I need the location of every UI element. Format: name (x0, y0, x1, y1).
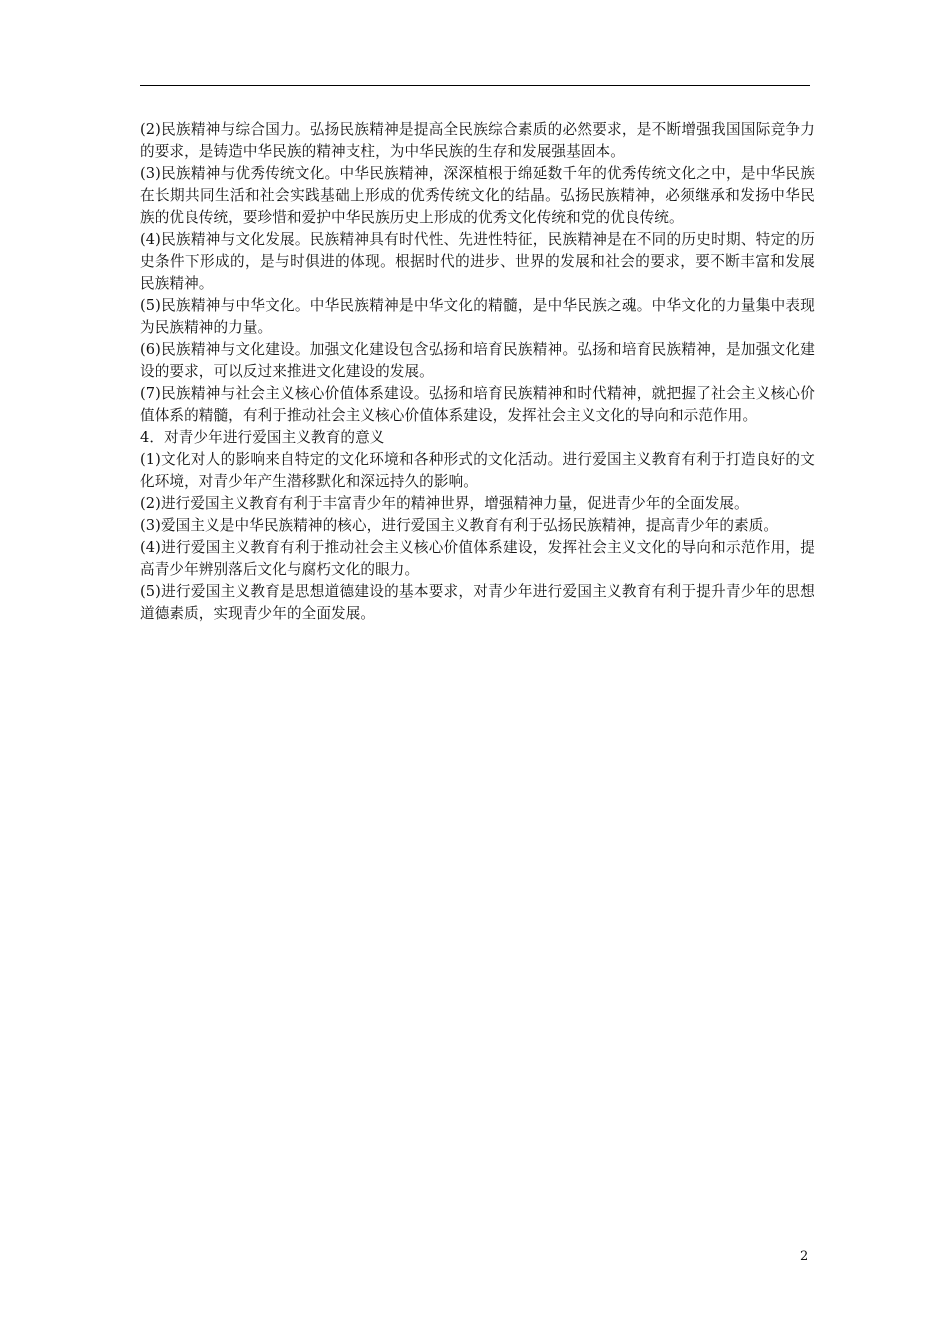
document-body (140, 119, 815, 625)
paragraph-education-environment: (1)文化对人的影响来自特定的文化环境和各种形式的文化活动。进行爱国主义教育有利于打造良好的文化环境，对青少年产生潜移默化和深远持久的影响。 (140, 451, 815, 490)
paragraph-cultural-development: (4)民族精神与文化发展。民族精神具有时代性、先进性特征，民族精神是在不同的历史时期、特定的历史条件下形成的，是与时俱进的体现。根据时代的进步、世界的发展和社会的要求，要不断丰富和发展民族精神。 (140, 231, 815, 292)
paragraph-moral-construction: (5)进行爱国主义教育是思想道德建设的基本要求，对青少年进行爱国主义教育有利于提升青少年的思想道德素质，实现青少年的全面发展。 (140, 583, 815, 622)
paragraph-cultural-construction: (6)民族精神与文化建设。加强文化建设包含弘扬和培育民族精神。弘扬和培育民族精神，是加强文化建设的要求，可以反过来推进文化建设的发展。 (140, 341, 815, 380)
paragraph-spiritual-world: (2)进行爱国主义教育有利于丰富青少年的精神世界，增强精神力量，促进青少年的全面发展。 (140, 495, 749, 512)
paragraph-core-value-system: (4)进行爱国主义教育有利于推动社会主义核心价值体系建设，发挥社会主义文化的导向和示范作用，提高青少年辨别落后文化与腐朽文化的眼力。 (140, 539, 815, 578)
page-number: 2 (800, 1249, 809, 1264)
paragraph-core-values: (7)民族精神与社会主义核心价值体系建设。弘扬和培育民族精神和时代精神，就把握了社会主义核心价值体系的精髓，有利于推动社会主义核心价值体系建设，发挥社会主义文化的导向和示范作用。 (140, 385, 815, 424)
header-rule (140, 85, 810, 86)
paragraph-national-strength: (2)民族精神与综合国力。弘扬民族精神是提高全民族综合素质的必然要求，是不断增强我国国际竞争力的要求，是铸造中华民族的精神支柱，为中华民族的生存和发展强基固本。 (140, 121, 815, 160)
paragraph-national-spirit-core: (3)爱国主义是中华民族精神的核心，进行爱国主义教育有利于弘扬民族精神，提高青少年的素质。 (140, 517, 779, 534)
paragraph-chinese-culture: (5)民族精神与中华文化。中华民族精神是中华文化的精髓，是中华民族之魂。中华文化的力量集中表现为民族精神的力量。 (140, 297, 815, 336)
section-heading: 4．对青少年进行爱国主义教育的意义 (140, 429, 385, 446)
paragraph-traditional-culture: (3)民族精神与优秀传统文化。中华民族精神，深深植根于绵延数千年的优秀传统文化之中，是中华民族在长期共同生活和社会实践基础上形成的优秀传统文化的结晶。弘扬民族精神，必须继承和发扬中华民族的优良传统，要珍惜和爱护中华民族历史上形成的优秀文化传统和党的优良传统。 (140, 165, 815, 226)
